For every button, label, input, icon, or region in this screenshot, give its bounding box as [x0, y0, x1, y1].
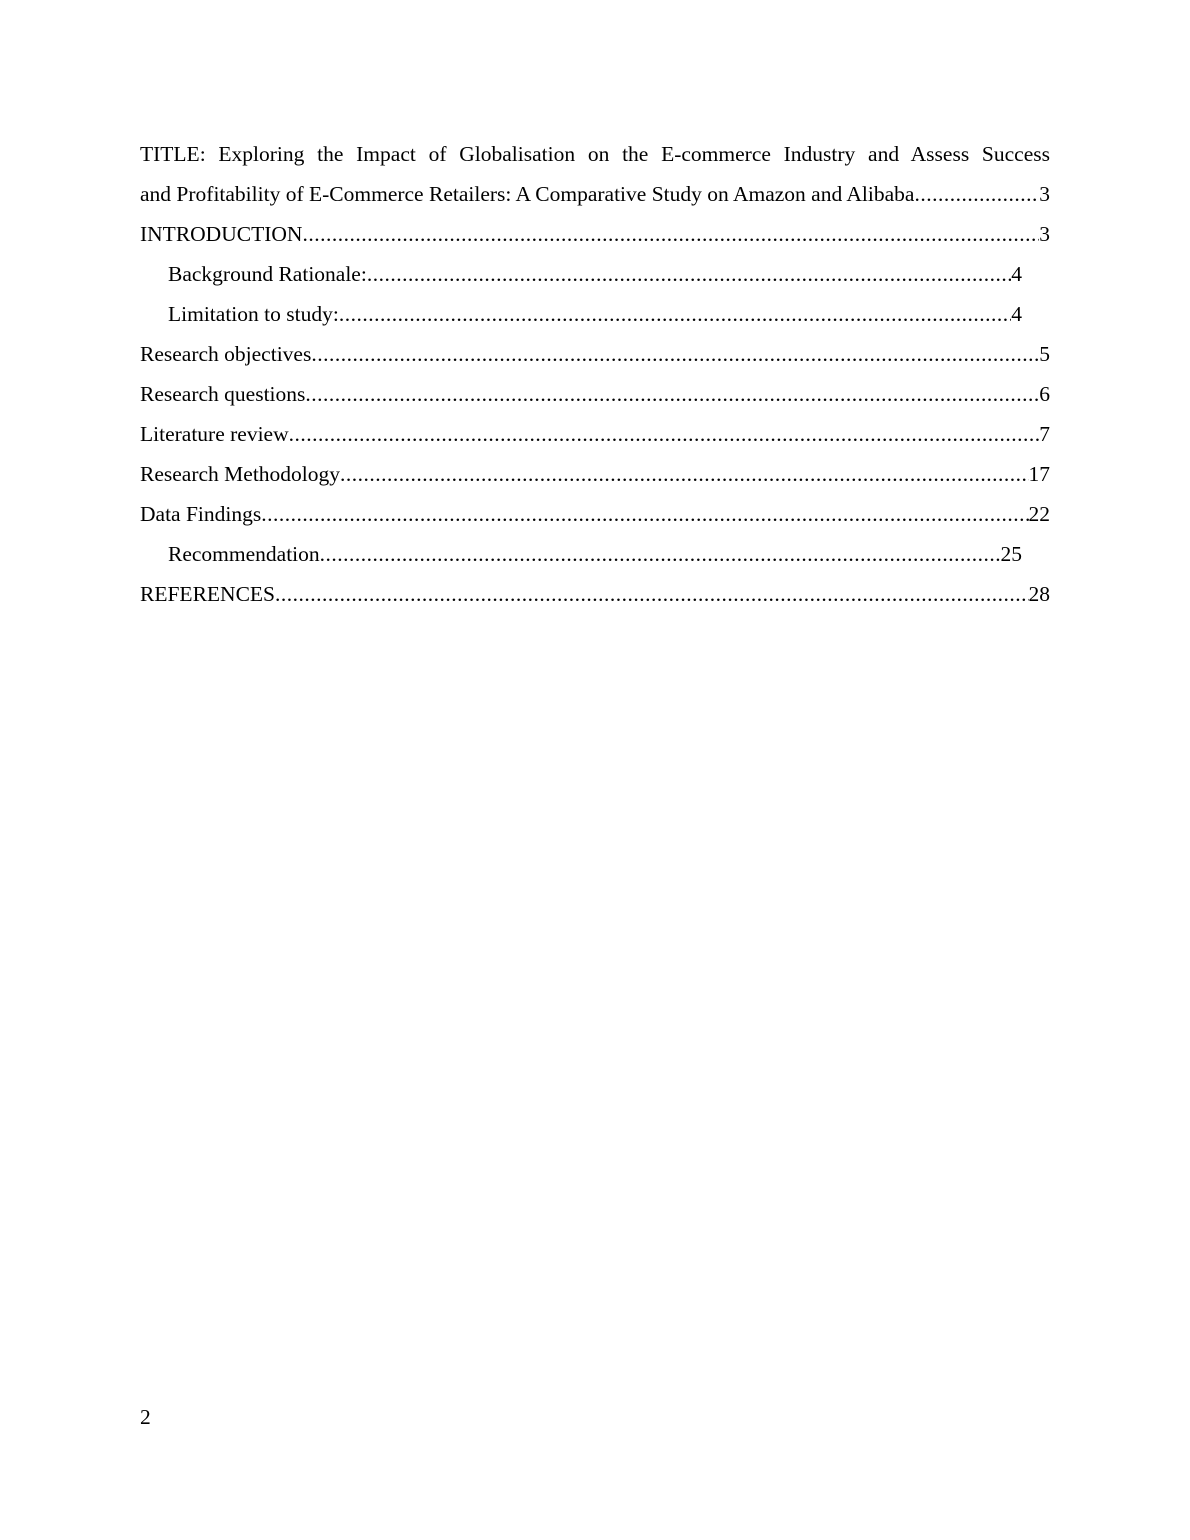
toc-entry-label: Literature review	[140, 422, 289, 446]
toc-entry-introduction[interactable]	[140, 214, 1050, 254]
toc-page-number: 6	[1039, 382, 1050, 406]
toc-entry-label: Research Methodology	[140, 462, 341, 486]
toc-entry-label: INTRODUCTION	[140, 222, 303, 246]
toc-dot-leader	[289, 414, 1040, 454]
footer-page-number: 2	[140, 1405, 151, 1429]
toc-dot-leader	[340, 454, 1028, 494]
toc-entry-recommendation[interactable]	[168, 534, 1022, 574]
toc-dot-leader	[914, 174, 1039, 214]
toc-dot-leader	[275, 574, 1029, 614]
toc-page-number: 4	[1011, 262, 1022, 286]
toc-entry-label: REFERENCES	[140, 582, 275, 606]
toc-page-number: 4	[1011, 302, 1022, 326]
toc-dot-leader	[302, 214, 1039, 254]
toc-page-number: 3	[1039, 182, 1050, 206]
toc-entry-limitation-to-study[interactable]	[168, 294, 1022, 334]
toc-dot-leader	[320, 534, 1001, 574]
toc-page-number: 28	[1028, 582, 1050, 606]
toc-entry-data-findings[interactable]	[140, 494, 1050, 534]
toc-entry-research-questions[interactable]	[140, 374, 1050, 414]
toc-entry-label: and Profitability of E-Commerce Retailers: A Comparative Study on Amazon and Alibaba	[140, 182, 915, 206]
toc-page-number: 7	[1039, 422, 1050, 446]
toc-entry-label: Research objectives	[140, 342, 312, 366]
toc-entry-literature-review[interactable]	[140, 414, 1050, 454]
toc-entry-research-objectives[interactable]	[140, 334, 1050, 374]
toc-entry-label: TITLE: Exploring the Impact of Globalisation on the E-commerce Industry and Assess Success	[140, 142, 1050, 166]
toc-entry-label: Limitation to study:	[168, 302, 339, 326]
table-of-contents	[140, 134, 1050, 614]
toc-page-number: 3	[1039, 222, 1050, 246]
toc-page-number: 25	[1000, 542, 1022, 566]
toc-entry-label: Data Findings	[140, 502, 262, 526]
toc-page-number: 17	[1028, 462, 1050, 486]
toc-entry-label: Recommendation	[168, 542, 320, 566]
toc-dot-leader	[339, 294, 1011, 334]
toc-entry-label: Background Rationale:	[168, 262, 367, 286]
toc-entry-label: Research questions	[140, 382, 306, 406]
toc-dot-leader	[367, 254, 1011, 294]
toc-entry-references[interactable]	[140, 574, 1050, 614]
toc-dot-leader	[261, 494, 1028, 534]
toc-page-number: 5	[1039, 342, 1050, 366]
toc-dot-leader	[305, 374, 1039, 414]
toc-entry-title-line2[interactable]	[140, 174, 1050, 214]
toc-entry-research-methodology[interactable]	[140, 454, 1050, 494]
toc-entry-title-line1[interactable]	[140, 134, 1050, 174]
toc-entry-background-rationale[interactable]	[168, 254, 1022, 294]
toc-dot-leader	[311, 334, 1039, 374]
toc-page-number: 22	[1028, 502, 1050, 526]
